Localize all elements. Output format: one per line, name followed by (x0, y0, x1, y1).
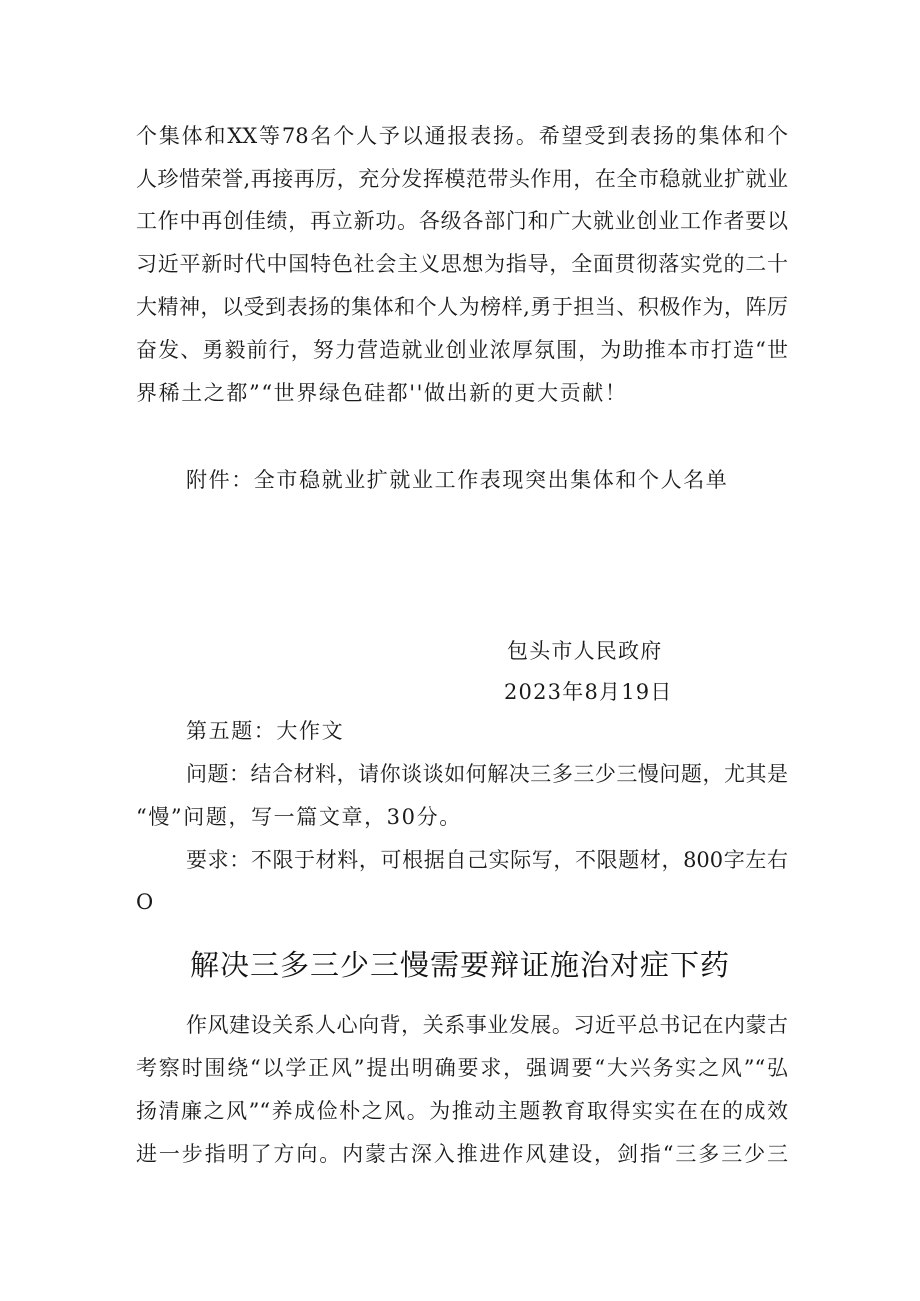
notice-line-5: 大精神，以受到表扬的集体和个人为榜样,勇于担当、积极作为，阵厉 (136, 295, 788, 319)
question-requirement: 要求：不限于材料，可根据自己实际写，不限题材，800字左右 (186, 848, 788, 872)
signature-org: 包头市人民政府 (507, 639, 663, 663)
essay-line-2: 考察时围绕“以学正风”提出明确要求，强调要“大兴务实之风”“弘 (136, 1056, 788, 1080)
question-heading: 第五题：大作文 (186, 719, 345, 743)
question-prompt-line-2: “慢”问题，写一篇文章，30分。 (136, 805, 462, 829)
essay-line-1: 作风建设关系人心向背，关系事业发展。习近平总书记在内蒙古 (186, 1013, 788, 1037)
essay-title: 解决三多三少三慢需要辩证施治对症下药 (189, 948, 730, 982)
essay-line-4: 进一步指明了方向。内蒙古深入推进作风建设，剑指“三多三少三 (136, 1142, 788, 1166)
signature-date: 2023年8月19日 (504, 680, 673, 704)
question-requirement-tail: O (136, 890, 155, 914)
attachment-note: 附件：全市稳就业扩就业工作表现突出集体和个人名单 (186, 468, 729, 492)
essay-line-3: 扬清廉之风”“养成俭朴之风。为推动主题教育取得实实在在的成效 (136, 1099, 788, 1123)
notice-line-4: 习近平新时代中国特色社会主义思想为指导，全面贯彻落实党的二十 (136, 252, 788, 276)
notice-line-2: 人珍惜荣誉,再接再厉，充分发挥模范带头作用，在全市稳就业扩就业 (136, 167, 788, 191)
question-prompt-line-1: 问题：结合材料，请你谈谈如何解决三多三少三慢问题，尤其是 (186, 762, 788, 786)
notice-line-6: 奋发、勇毅前行，努力营造就业创业浓厚氛围，为助推本市打造“世 (136, 338, 788, 362)
notice-line-1: 个集体和XX等78名个人予以通报表扬。希望受到表扬的集体和个 (136, 124, 788, 148)
notice-line-7: 界稀土之都”“世界绿色硅都''做出新的更大贡献！ (136, 381, 628, 405)
notice-line-3: 工作中再创佳绩，再立新功。各级各部门和广大就业创业工作者要以 (136, 209, 788, 233)
